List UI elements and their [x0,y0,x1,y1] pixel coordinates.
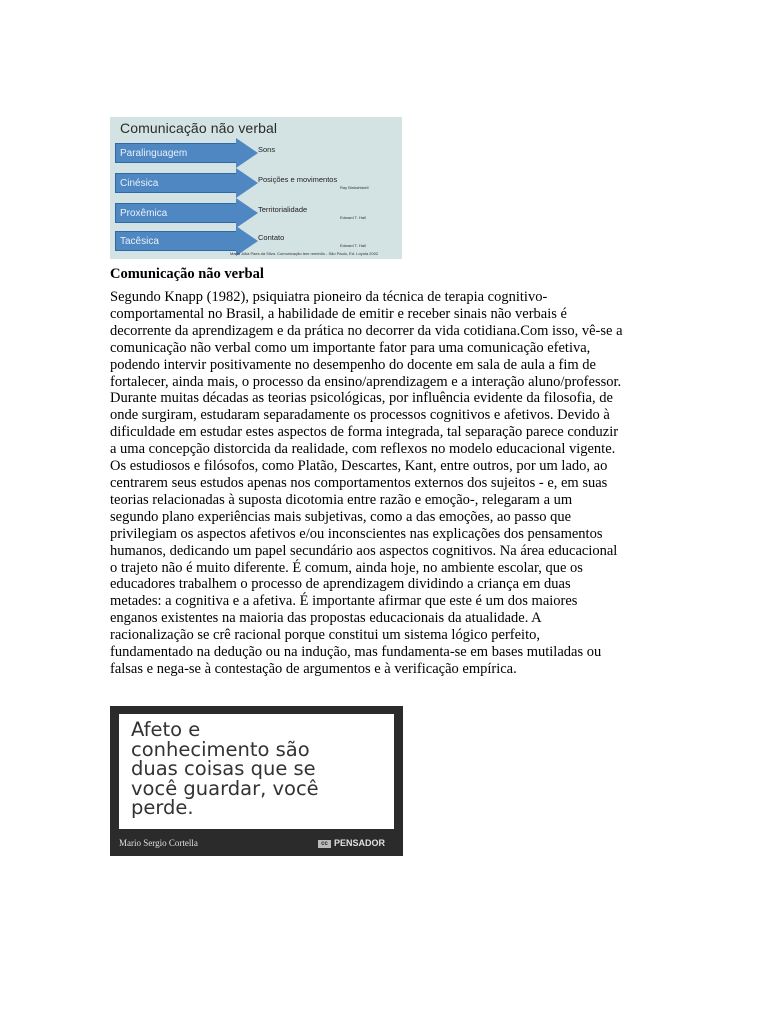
quote-line: conhecimento são [131,737,310,761]
quote-image [110,706,403,856]
body-line: Os estudiosos e filósofos, como Platão, Descartes, Kant, entre outros, por um lado, ao [110,458,608,475]
creative-commons-icon: cc [318,840,331,848]
arrow-icon [236,198,258,228]
body-line: fundamentado na dedução ou na indução, mas fundamenta-se em bases mutiladas ou [110,644,602,661]
diagram-left-label: Cinésica [115,173,237,193]
body-line: centrarem seus estudos apenas nos comportamentos externos dos sujeitos - e, em suas [110,474,608,491]
diagram-right-label: Sons [258,145,276,154]
body-line: privilegiam os aspectos afetivos e/ou inconscientes nas explicações dos pensamentos [110,525,603,542]
diagram-left-label: Paralinguagem [115,143,237,163]
quote-line: perde. [131,796,194,819]
quote-brand [318,838,385,848]
body-line: a uma concepção distorcida da realidade, com reflexos no modelo educacional vigente. [110,441,616,458]
body-line: Segundo Knapp (1982), psiquiatra pioneiro da técnica de terapia cognitivo- [110,289,548,305]
diagram-left-label: Proxêmica [115,203,237,223]
diagram-right-label: Territorialidade [258,205,308,214]
quote-line: Afeto e [131,718,201,741]
body-line: Durante muitas décadas as teorias psicológicas, por influência evidente da filosofia, de [110,390,613,407]
diagram-author-label: Ray Birdwhistell [340,185,369,190]
body-line: falsas e nega-se à contestação de argumentos e à verificação empírica. [110,660,517,677]
body-line: metades: a cognitiva e a afetiva. É importante afirmar que este é um dos maiores [110,593,578,610]
diagram-author-label: Edward T. Hall [340,215,366,220]
diagram-right-label: Posições e movimentos [258,175,338,184]
quote-text [131,720,319,818]
diagram-right-label: Contato [258,233,285,242]
body-line: dificuldade em estudar estes aspectos de forma integrada, tal separação parece conduzir [110,424,619,441]
body-line: educadores trabalhem o processo de aprendizagem dividindo a criança em duas [110,576,571,593]
body-line: onde surgiram, estudaram separadamente os processos cognitivos e afetivos. Devido à [110,407,610,424]
body-line: segundo plano experiências mais subjetivas, como a das emoções, ao passo que [110,508,572,525]
body-line: podendo intervir positivamente no desempenho do docente em sala de aula a fim de [110,356,596,373]
body-line: o trajeto não é muito diferente. É comum, ainda hoje, no ambiente escolar, que os [110,559,583,576]
diagram-image [110,117,402,259]
diagram-row [110,168,402,198]
diagram-author-label: Edward T. Hall [340,243,366,248]
diagram-source: Maria Júlia Paes da Silva. Comunicação tem remédio - São Paulo, Ed. Loyola 2002 [230,251,379,256]
arrow-icon [236,138,258,168]
body-paragraph [110,289,650,678]
diagram-row [110,138,402,168]
diagram-row [110,198,402,228]
body-line: enganos existentes na maioria das propostas educacionais da atualidade. A [110,610,542,627]
quote-line: duas coisas que se [131,757,316,780]
body-line: teorias relacionadas à suposta dicotomia entre razão e emoção-, relegaram a um [110,491,573,508]
body-line: comportamental no Brasil, a habilidade de emitir e receber sinais não verbais é [110,305,567,322]
quote-card [119,714,394,829]
arrow-icon [236,168,258,198]
diagram-left-label: Tacêsica [115,231,237,251]
body-line: humanos, dedicando um papel secundário aos aspectos cognitivos. Na área educacional [110,542,618,559]
body-line: decorrente da aprendizagem e da prática no decorrer da vida cotidiana.Com isso, vê-se a [110,322,623,339]
quote-line: você guardar, você [131,776,319,800]
body-line: fortalecer, ainda mais, o processo da ensino/aprendizagem e a interação aluno/professor. [110,373,622,390]
body-line: racionalização se crê racional porque constitui um sistema lógico perfeito, [110,627,540,644]
diagram-title: Comunicação não verbal [120,120,278,136]
quote-author: Mario Sergio Cortella [119,838,198,848]
quote-brand-label: PENSADOR [334,838,386,848]
section-heading: Comunicação não verbal [110,266,264,282]
body-line: comunicação não verbal como um importante fator para uma comunicação efetiva, [110,339,591,356]
